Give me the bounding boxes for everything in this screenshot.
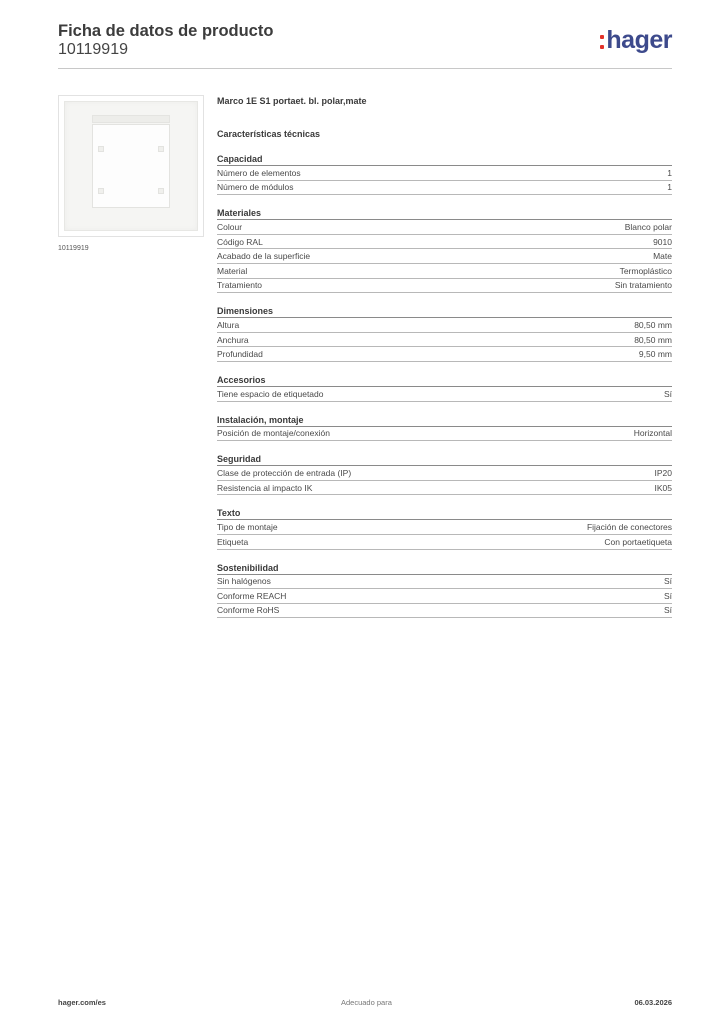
spec-value: 80,50 mm xyxy=(634,334,672,345)
spec-label: Altura xyxy=(217,319,240,330)
section-title: Materiales xyxy=(217,208,672,220)
footer-suitable-for: Adecuado para xyxy=(341,998,392,1007)
section-title: Dimensiones xyxy=(217,306,672,318)
spec-section xyxy=(217,563,672,619)
section-title: Texto xyxy=(217,508,672,520)
section-title: Seguridad xyxy=(217,454,672,466)
spec-label: Conforme RoHS xyxy=(217,605,280,616)
spec-row xyxy=(217,481,672,496)
spec-value: Con portaetiqueta xyxy=(604,536,672,547)
spec-value: Horizontal xyxy=(633,428,672,439)
spec-sections xyxy=(217,154,672,618)
frame-tab xyxy=(98,188,104,194)
spec-label: Tratamiento xyxy=(217,280,263,291)
spec-value: 9,50 mm xyxy=(638,349,672,360)
spec-label: Posición de montaje/conexión xyxy=(217,428,330,439)
spec-value: Blanco polar xyxy=(624,221,672,232)
spec-value: IP20 xyxy=(654,467,672,478)
spec-value: Sí xyxy=(663,388,672,399)
page-header xyxy=(58,22,672,70)
page-footer xyxy=(58,998,672,1010)
spec-row xyxy=(217,318,672,333)
spec-value: Termoplástico xyxy=(619,265,672,276)
spec-row xyxy=(217,575,672,590)
spec-row xyxy=(217,427,672,442)
document-title: Ficha de datos de producto xyxy=(58,22,274,40)
spec-row xyxy=(217,220,672,235)
spec-section xyxy=(217,415,672,442)
product-image xyxy=(58,95,204,237)
spec-label: Colour xyxy=(217,221,243,232)
section-title: Sostenibilidad xyxy=(217,563,672,575)
spec-label: Sin halógenos xyxy=(217,576,271,587)
hager-logo xyxy=(600,26,672,54)
spec-label: Conforme REACH xyxy=(217,590,287,601)
spec-label: Profundidad xyxy=(217,349,263,360)
spec-section xyxy=(217,375,672,402)
product-name: Marco 1E S1 portaet. bl. polar,mate xyxy=(217,96,367,106)
spec-label: Material xyxy=(217,265,248,276)
frame-tab xyxy=(98,146,104,152)
spec-row xyxy=(217,604,672,619)
spec-row xyxy=(217,264,672,279)
frame-product-image-icon xyxy=(64,101,198,231)
image-caption: 10119919 xyxy=(58,245,89,252)
spec-value: 1 xyxy=(667,167,672,178)
label-holder-strip xyxy=(92,115,170,123)
spec-label: Tiene espacio de etiquetado xyxy=(217,388,324,399)
section-title: Capacidad xyxy=(217,154,672,166)
spec-row xyxy=(217,535,672,550)
spec-section xyxy=(217,208,672,293)
spec-content xyxy=(217,96,672,618)
spec-label: Tipo de montaje xyxy=(217,522,278,533)
spec-label: Etiqueta xyxy=(217,536,249,547)
spec-row xyxy=(217,279,672,294)
section-title: Accesorios xyxy=(217,375,672,387)
spec-label: Anchura xyxy=(217,334,249,345)
spec-row xyxy=(217,466,672,481)
spec-label: Código RAL xyxy=(217,236,263,247)
spec-value: Sin tratamiento xyxy=(614,280,672,291)
spec-value: Sí xyxy=(663,605,672,616)
spec-section xyxy=(217,454,672,495)
spec-value: Mate xyxy=(653,251,672,262)
spec-section xyxy=(217,306,672,362)
header-divider xyxy=(58,68,672,69)
spec-row xyxy=(217,589,672,604)
footer-date: 06.03.2026 xyxy=(634,998,672,1007)
frame-tab xyxy=(158,188,164,194)
spec-label: Clase de protección de entrada (IP) xyxy=(217,467,352,478)
spec-section xyxy=(217,508,672,549)
spec-value: Sí xyxy=(663,576,672,587)
spec-label: Resistencia al impacto IK xyxy=(217,482,313,493)
logo-dots-icon xyxy=(600,35,604,49)
footer-website: hager.com/es xyxy=(58,998,106,1007)
document-number: 10119919 xyxy=(58,41,128,58)
spec-value: IK05 xyxy=(654,482,672,493)
spec-row xyxy=(217,387,672,402)
spec-label: Número de módulos xyxy=(217,182,294,193)
spec-row xyxy=(217,249,672,264)
section-title: Instalación, montaje xyxy=(217,415,672,427)
spec-section xyxy=(217,154,672,195)
frame-tab xyxy=(158,146,164,152)
spec-row xyxy=(217,333,672,348)
spec-row xyxy=(217,347,672,362)
spec-row xyxy=(217,166,672,181)
logo-text: hager xyxy=(606,26,672,54)
spec-label: Número de elementos xyxy=(217,167,301,178)
spec-row xyxy=(217,181,672,196)
spec-value: Sí xyxy=(663,590,672,601)
spec-value: Fijación de conectores xyxy=(586,522,672,533)
spec-label: Acabado de la superficie xyxy=(217,251,311,262)
spec-value: 1 xyxy=(667,182,672,193)
frame-opening xyxy=(92,124,170,208)
spec-value: 80,50 mm xyxy=(634,319,672,330)
spec-value: 9010 xyxy=(653,236,672,247)
technical-characteristics-title: Características técnicas xyxy=(217,129,321,139)
spec-row xyxy=(217,235,672,250)
spec-row xyxy=(217,520,672,535)
